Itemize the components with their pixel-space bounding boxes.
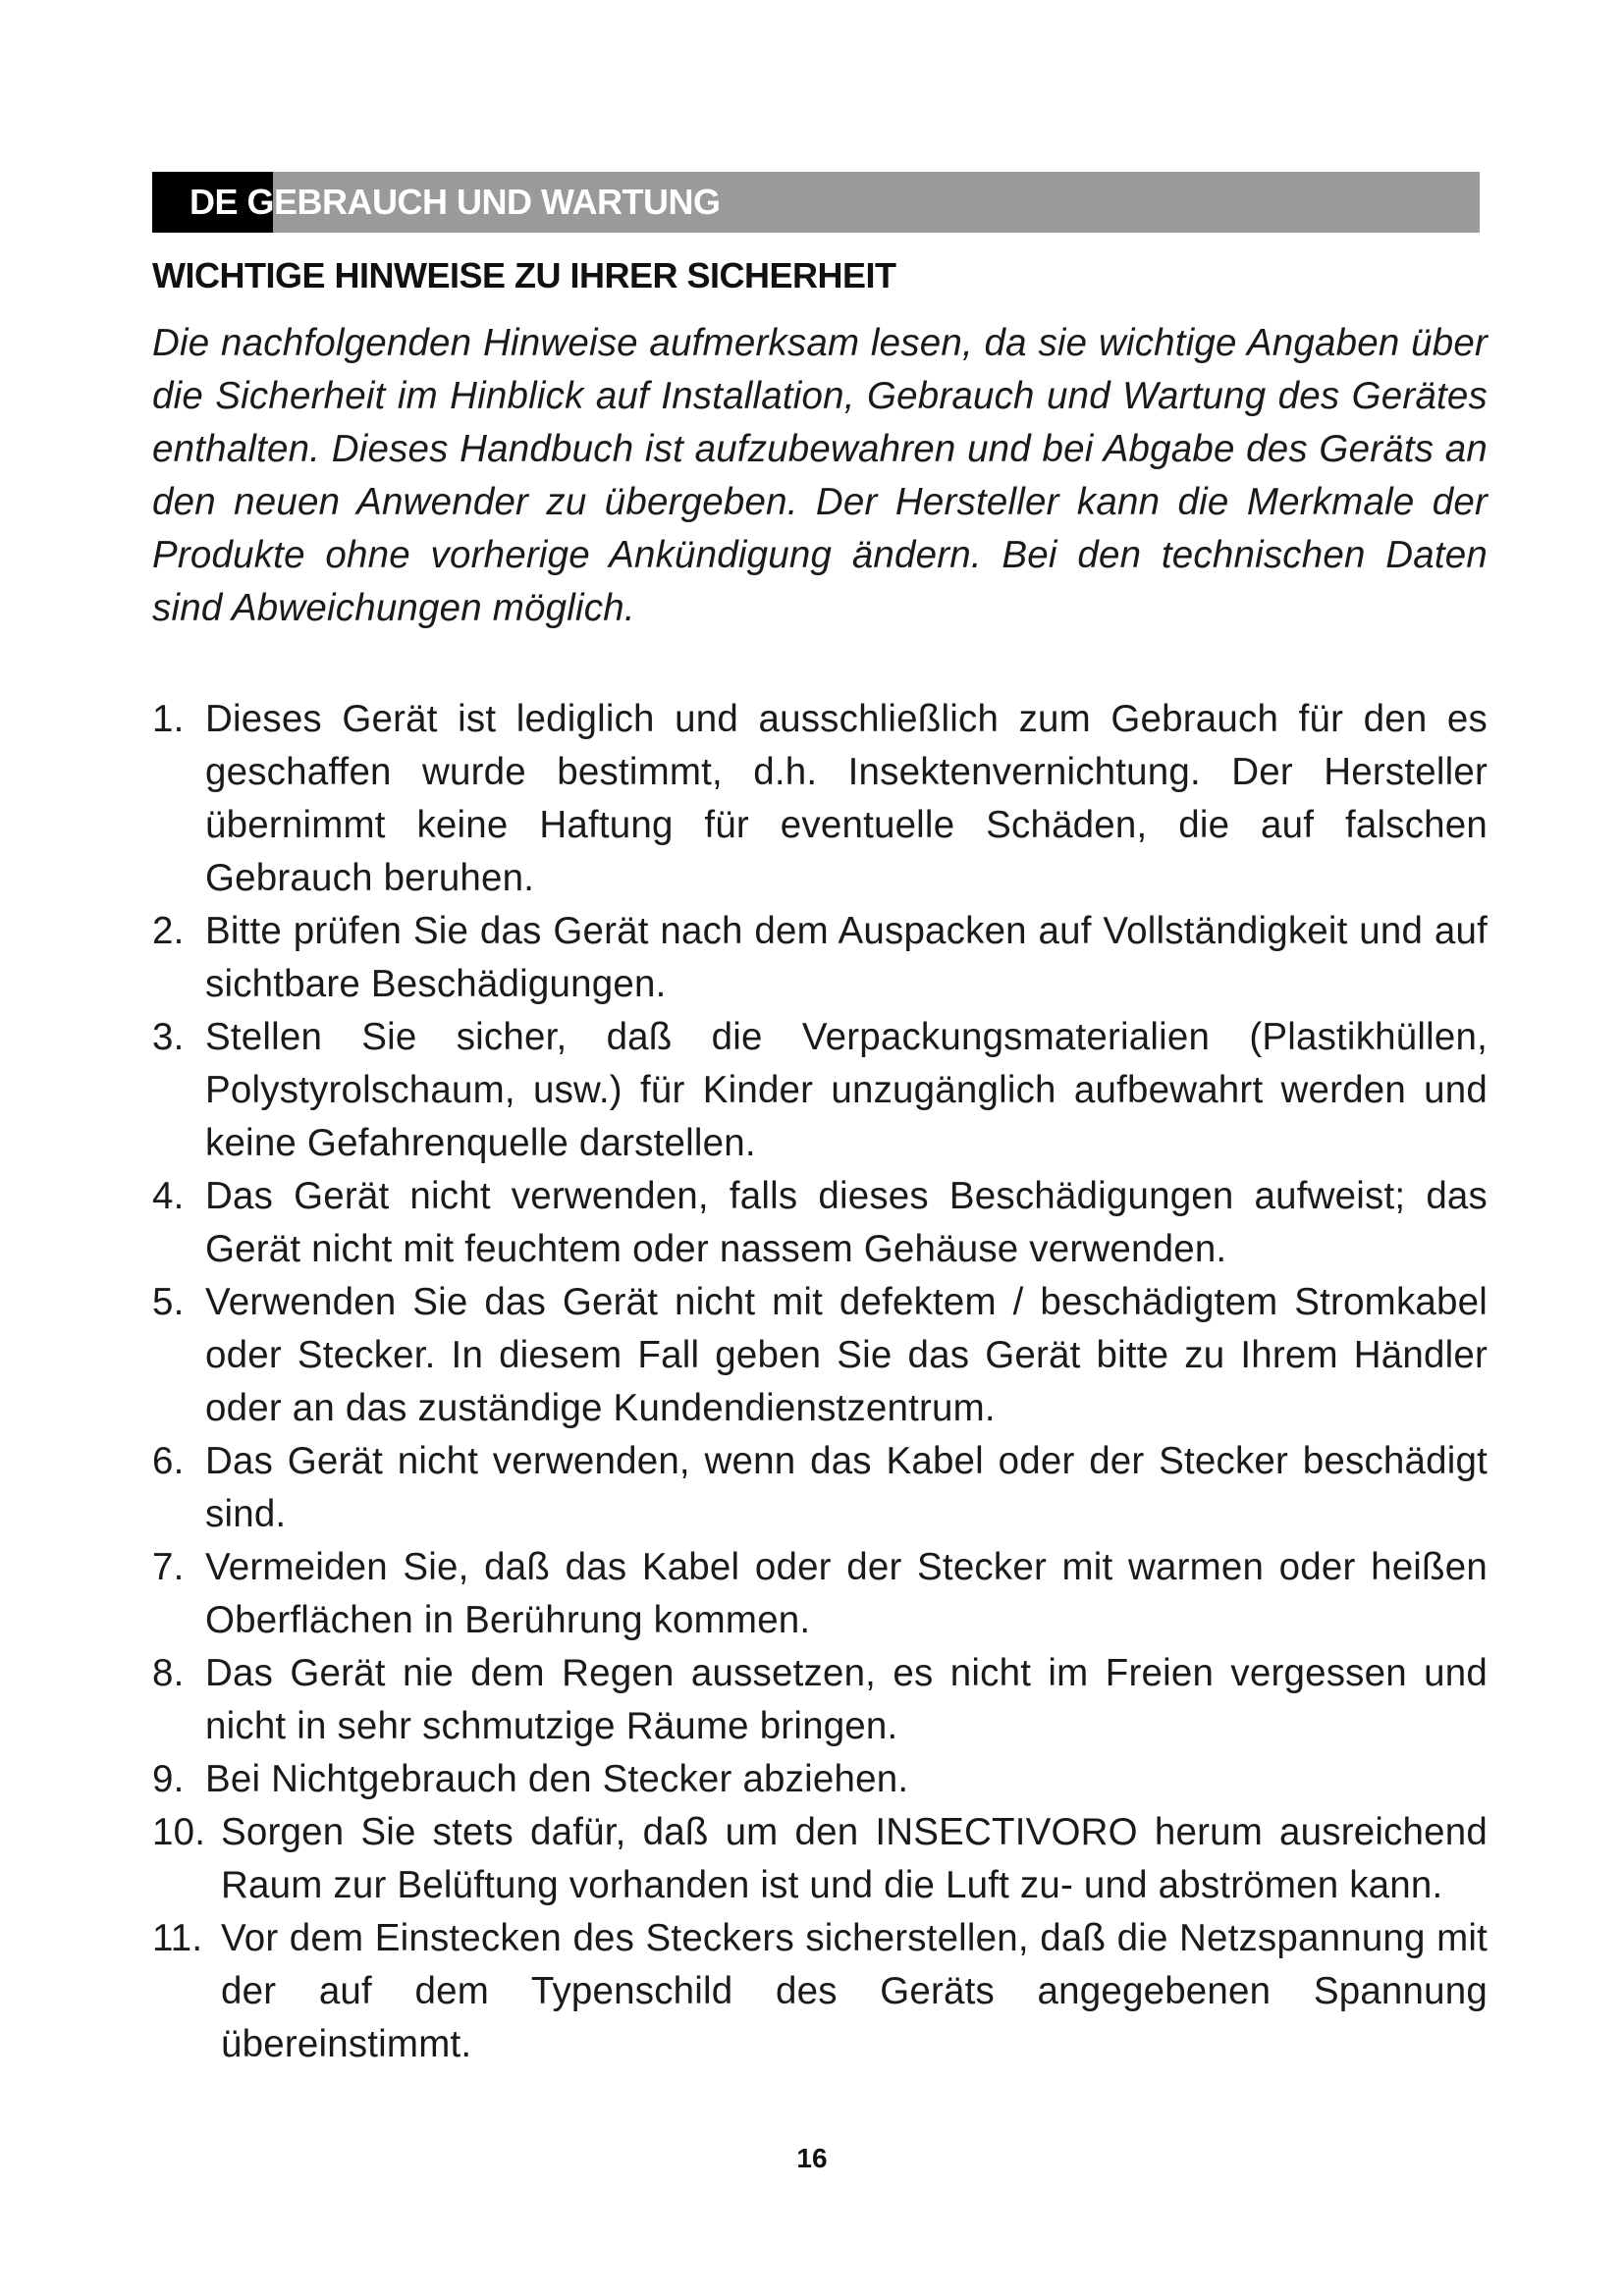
list-item — [152, 1753, 1497, 1806]
list-item — [152, 1435, 1497, 1541]
list-item — [152, 1276, 1497, 1435]
list-item-text: Das Gerät nicht verwenden, falls dieses Beschädigungen aufweist; das Gerät nicht mit feuchtem oder nassem Gehäuse verwenden. — [205, 1175, 1488, 1270]
list-item — [152, 1541, 1497, 1647]
list-item — [152, 1011, 1497, 1170]
list-item-number: 11. — [152, 1917, 203, 1959]
list-item — [152, 1647, 1497, 1753]
list-item-text: Bei Nichtgebrauch den Stecker abziehen. — [205, 1758, 909, 1800]
list-item-number: 2. — [152, 910, 185, 952]
list-item-text: Vor dem Einstecken des Steckers sicherstellen, daß die Netzspannung mit der auf dem Typenschild des Geräts angegebenen Spannung übereinstimmt. — [221, 1917, 1488, 2065]
list-item-number: 10. — [152, 1811, 206, 1853]
list-item-text: Bitte prüfen Sie das Gerät nach dem Auspacken auf Vollständigkeit und auf sichtbare Beschädigungen. — [205, 910, 1488, 1005]
list-item-text: Das Gerät nie dem Regen aussetzen, es nicht im Freien vergessen und nicht in sehr schmutzige Räume bringen. — [205, 1652, 1488, 1747]
list-item-text: Dieses Gerät ist lediglich und ausschließlich zum Gebrauch für den es geschaffen wurde bestimmt, d.h. Insektenvernichtung. Der Hersteller übernimmt keine Haftung für eventuelle Schäden, die auf falschen Gebrauch beruhen. — [205, 698, 1488, 899]
safety-instructions-list — [152, 693, 1497, 2071]
section-header-bar — [152, 172, 1480, 233]
list-item-number: 4. — [152, 1175, 185, 1217]
list-item — [152, 693, 1497, 905]
section-title: WICHTIGE HINWEISE ZU IHRER SICHERHEIT — [152, 255, 896, 295]
section-header-label: DE GEBRAUCH UND WARTUNG — [189, 182, 721, 222]
list-item-number: 3. — [152, 1016, 185, 1058]
list-item-number: 1. — [152, 698, 185, 740]
list-item-number: 6. — [152, 1440, 185, 1482]
list-item-text: Vermeiden Sie, daß das Kabel oder der Stecker mit warmen oder heißen Oberflächen in Berührung kommen. — [205, 1546, 1488, 1641]
list-item — [152, 1912, 1497, 2071]
list-item-number: 7. — [152, 1546, 185, 1588]
list-item-text: Verwenden Sie das Gerät nicht mit defektem / beschädigtem Stromkabel oder Stecker. In diesem Fall geben Sie das Gerät bitte zu Ihrem Händler oder an das zuständige Kundendienstzentrum. — [205, 1281, 1488, 1429]
list-item-text: Stellen Sie sicher, daß die Verpackungsmaterialien (Plastikhüllen, Polystyrolschaum, usw.) für Kinder unzugänglich aufbewahrt werden und keine Gefahrenquelle darstellen. — [205, 1016, 1488, 1164]
list-item — [152, 1806, 1497, 1912]
list-item-number: 9. — [152, 1758, 185, 1800]
list-item-text: Sorgen Sie stets dafür, daß um den INSECTIVORO herum ausreichend Raum zur Belüftung vorhanden ist und die Luft zu- und abströmen kann. — [221, 1811, 1488, 1906]
list-item-number: 8. — [152, 1652, 185, 1694]
page-number: 16 — [796, 2143, 828, 2173]
list-item-text: Das Gerät nicht verwenden, wenn das Kabel oder der Stecker beschädigt sind. — [205, 1440, 1488, 1535]
list-item — [152, 1170, 1497, 1276]
intro-paragraph: Die nachfolgenden Hinweise aufmerksam lesen, da sie wichtige Angaben über die Sicherheit im Hinblick auf Installation, Gebrauch und Wartung des Gerätes enthalten. Dieses Handbuch ist aufzubewahren und bei Abgabe des Geräts an den neuen Anwender zu übergeben. Der Hersteller kann die Merkmale der Produkte ohne vorherige Ankündigung ändern. Bei den technischen Daten sind Abweichungen möglich. — [152, 322, 1488, 629]
list-item-number: 5. — [152, 1281, 185, 1323]
list-item — [152, 905, 1497, 1011]
